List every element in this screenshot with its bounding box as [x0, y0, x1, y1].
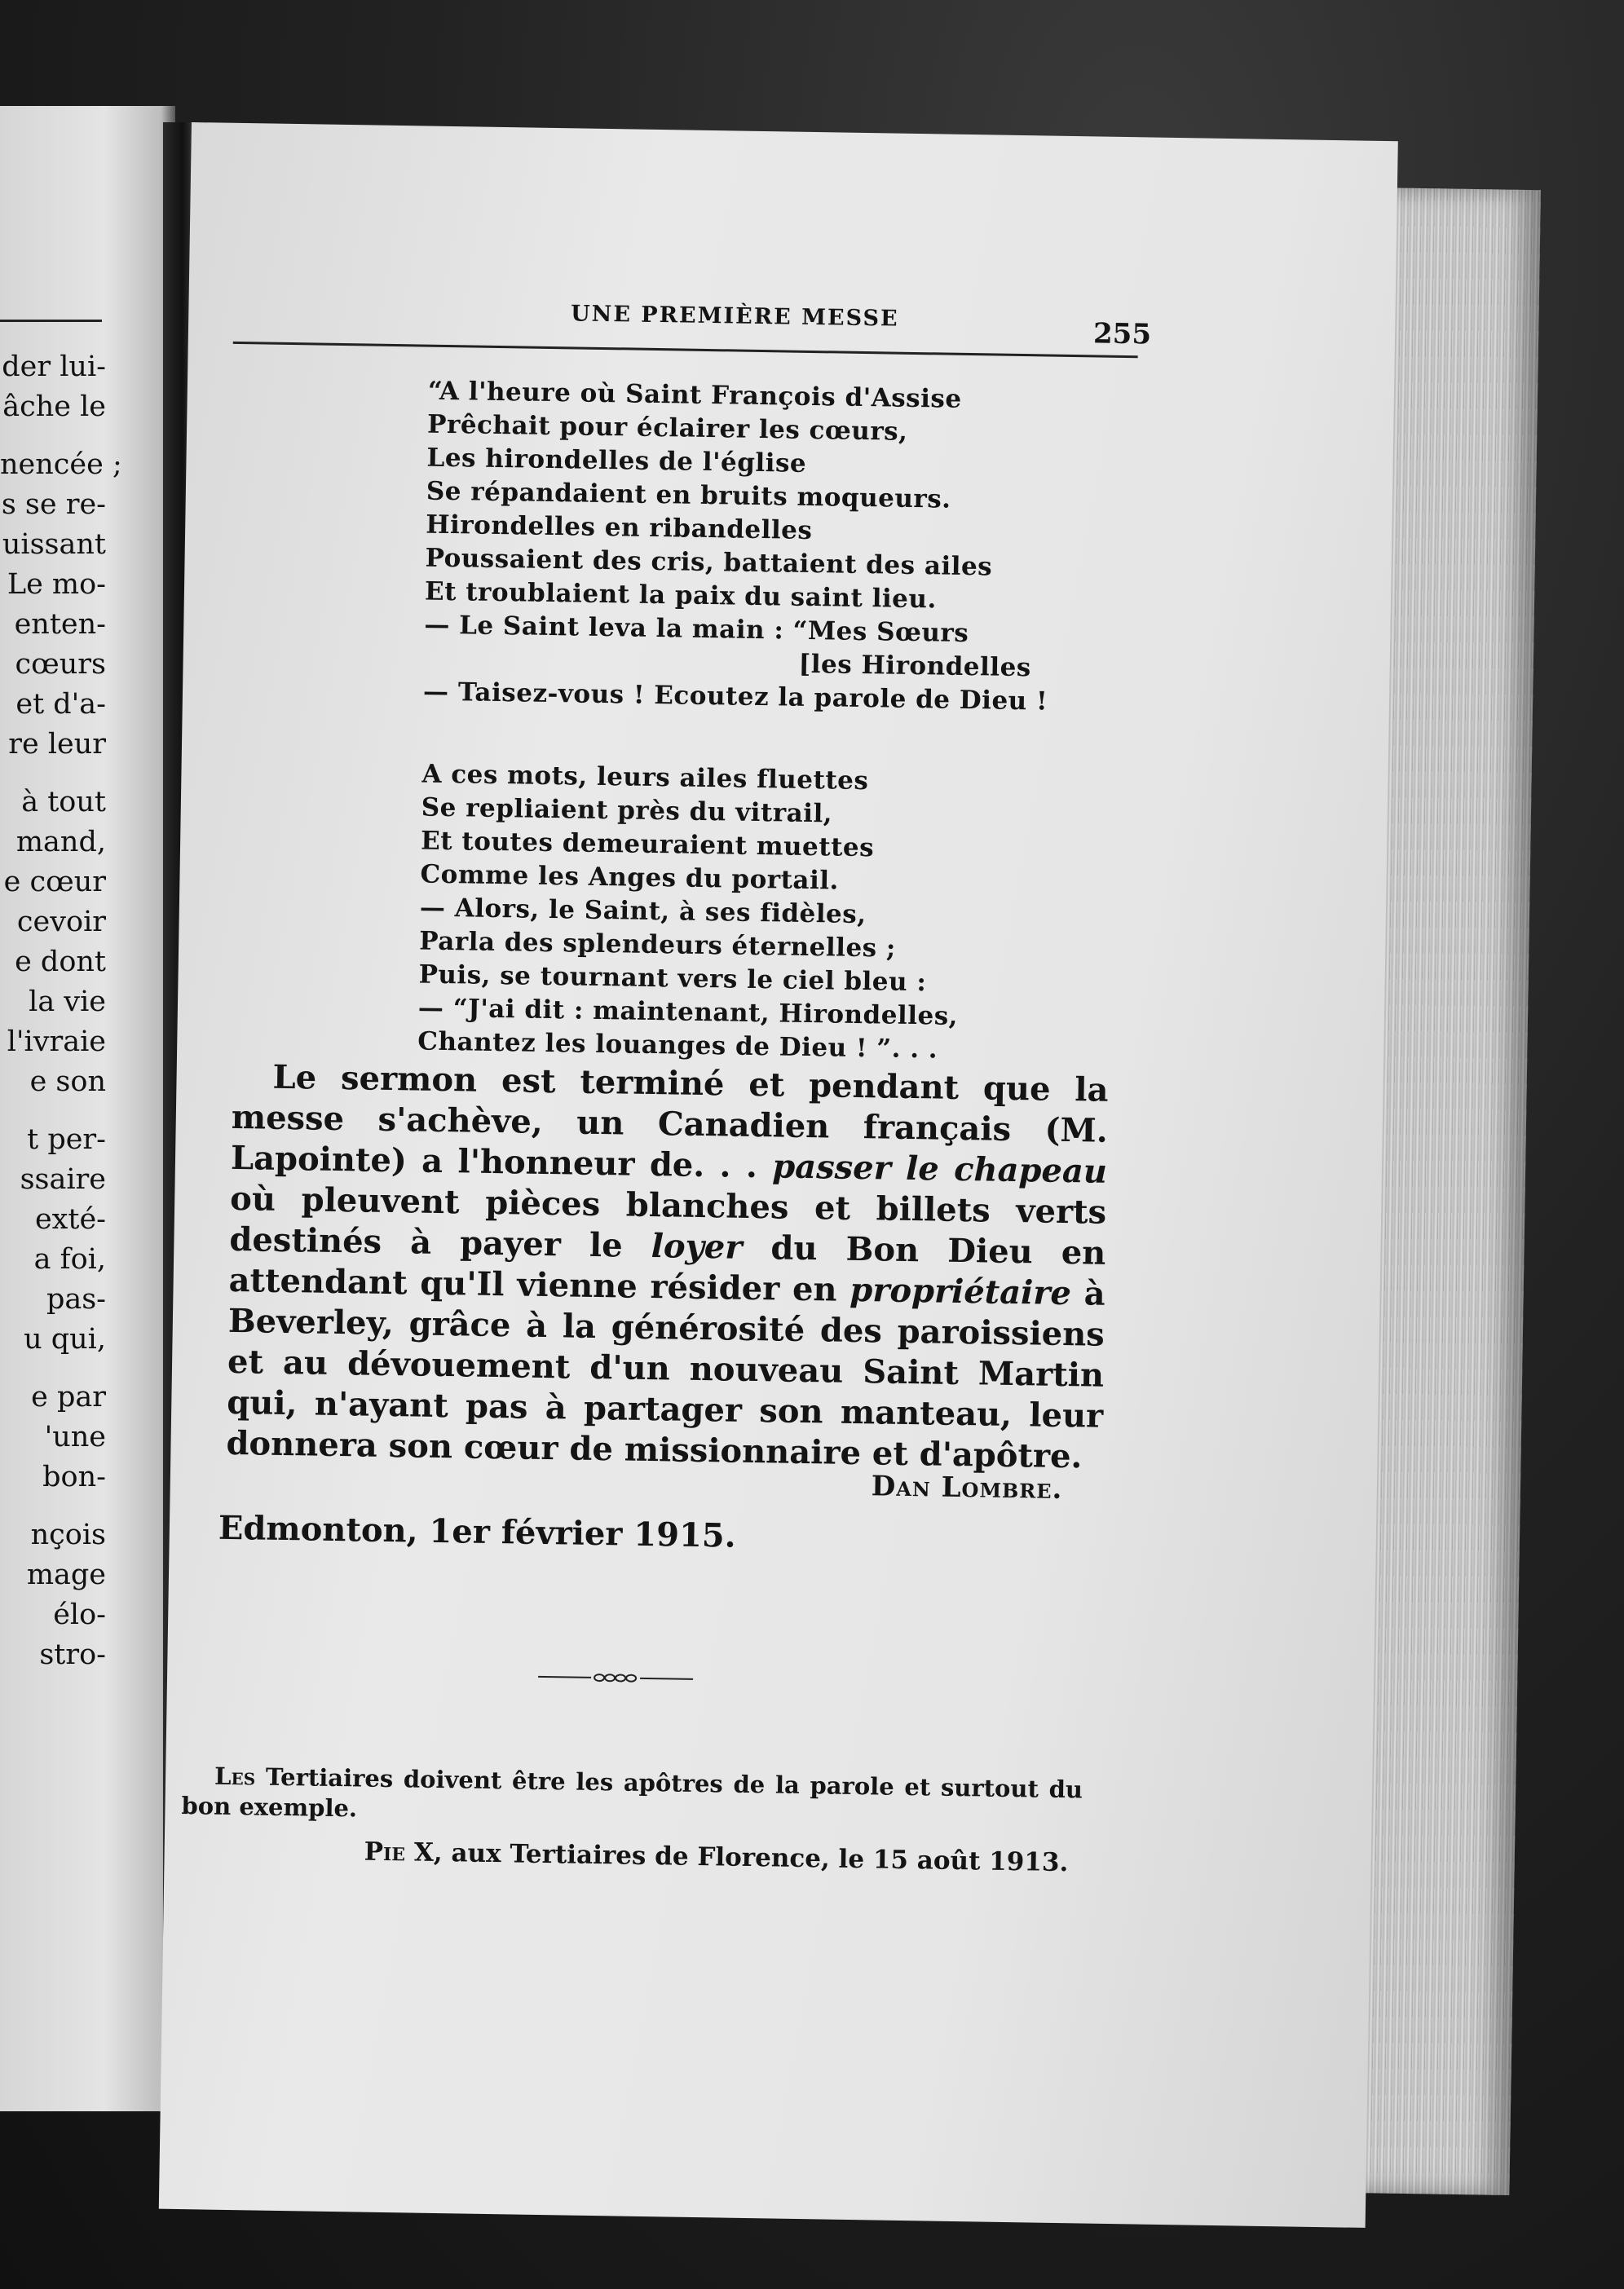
left-page-line: e par	[31, 1381, 106, 1414]
verse-line: Et troublaient la paix du saint lieu.	[424, 576, 938, 615]
left-page-line: pas-	[46, 1283, 106, 1316]
verse-line: Puis, se tournant vers le ciel bleu :	[418, 959, 927, 998]
body-text: du Bon Dieu en attendant qu'Il vienne résider en	[228, 1228, 1106, 1309]
left-page-line: uissant	[2, 528, 106, 561]
verse-line: [les Hirondelles	[798, 649, 1032, 683]
left-page-line: et d'a-	[15, 688, 106, 721]
body-text: où pleuvent pièces blanches et billets verts destinés à payer le	[229, 1179, 1107, 1266]
verse-line: — Le Saint leva la main : “Mes Sœurs	[424, 610, 969, 649]
running-title: UNE PREMIÈRE MESSE	[570, 301, 899, 332]
left-page-line: bon-	[42, 1461, 106, 1493]
verse-line: Poussaient des cris, battaient des ailes	[425, 543, 993, 582]
left-page-line: exté-	[34, 1203, 106, 1236]
verse-line: Comme les Anges du portail.	[420, 859, 840, 896]
left-page-line: cœurs	[15, 648, 106, 681]
left-page	[0, 106, 175, 2111]
verse-line: Chantez les louanges de Dieu ! ”. . .	[417, 1026, 938, 1065]
header-rule	[233, 342, 1138, 358]
verse-line: — Alors, le Saint, à ses fidèles,	[419, 893, 867, 930]
verse-line: A ces mots, leurs ailes fluettes	[421, 759, 869, 796]
epigraph	[181, 1761, 1083, 1835]
left-page-line: Le mo-	[7, 568, 106, 601]
body-italic: propriétaire	[849, 1270, 1072, 1313]
body-text: Le sermon est terminé et pendant que la messe s'achève, un Canadien français (M. Lapointe) a l'honneur de. . .	[230, 1057, 1109, 1186]
left-page-line: à tout	[21, 786, 106, 818]
left-page-line: stro-	[39, 1638, 106, 1671]
left-page-line: e cœur	[3, 866, 106, 898]
left-page-line: der lui-	[2, 351, 106, 383]
body-text: à Beverley, grâce à la générosité des paroissiens et au dévouement d'un nouveau Saint Martin qui, n'ayant pas à partager son manteau, leur donnera son cœur de missionnaire et d'apôtre.	[226, 1274, 1105, 1476]
left-page-line: 'une	[44, 1421, 106, 1453]
epigraph-attribution	[364, 1837, 1068, 1878]
left-page-line: a foi,	[33, 1243, 106, 1276]
left-page-line: s se re-	[1, 488, 106, 521]
attribution-name: Pie	[364, 1837, 406, 1868]
dateline: Edmonton, 1er février 1915.	[218, 1508, 737, 1555]
left-page-line: t per-	[27, 1123, 106, 1156]
left-page-line: e dont	[15, 946, 106, 978]
body-italic: loyer	[651, 1227, 743, 1267]
left-page-line: âche le	[2, 390, 106, 423]
verse-line: Parla des splendeurs éternelles ;	[418, 926, 897, 964]
right-page	[159, 122, 1398, 2228]
left-page-line: e son	[29, 1065, 106, 1098]
verse-line: “A l'heure où Saint François d'Assise	[427, 376, 962, 414]
left-page-line: mage	[26, 1559, 106, 1591]
page-number: 255	[1092, 317, 1152, 351]
left-page-line: re leur	[8, 728, 106, 761]
epigraph-text: Tertiaires doivent être les apôtres de la parole et surtout du bon exemple.	[181, 1762, 1083, 1823]
ornament-divider	[538, 1669, 693, 1687]
left-page-line: enten-	[14, 608, 106, 641]
left-page-line: u qui,	[24, 1323, 106, 1356]
verse-line: Et toutes demeuraient muettes	[420, 826, 875, 863]
left-page-line: nçois	[30, 1519, 106, 1551]
verse-line: Hirondelles en ribandelles	[426, 509, 813, 546]
verse-line: Les hirondelles de l'église	[426, 443, 807, 479]
author-signature: Dan Lombre.	[871, 1470, 1063, 1506]
left-page-line: élo-	[53, 1599, 106, 1631]
left-page-line: ssaire	[20, 1163, 106, 1196]
poem-stanza-2	[417, 758, 962, 1067]
left-page-line: mand,	[15, 826, 106, 858]
attribution-rest: X, aux Tertiaires de Florence, le 15 août 1913.	[404, 1837, 1069, 1878]
verse-line: Se repliaient près du vitrail,	[421, 792, 833, 829]
poem-stanza-1	[423, 375, 1053, 719]
left-page-rule	[0, 320, 102, 322]
verse-line: Se répandaient en bruits moqueurs.	[426, 476, 951, 514]
left-page-line: nencée ;	[0, 448, 122, 481]
body-italic: passer le chapeau	[771, 1147, 1108, 1191]
body-paragraph	[226, 1056, 1109, 1478]
verse-line: — “J'ai dit : maintenant, Hirondelles,	[417, 993, 959, 1031]
verse-line: — Taisez-vous ! Ecoutez la parole de Dieu !	[422, 677, 1048, 717]
left-page-line: cevoir	[16, 906, 106, 938]
verse-line: Prêchait pour éclairer les cœurs,	[426, 409, 908, 447]
epigraph-lead: Les	[214, 1762, 256, 1791]
left-page-line: la vie	[29, 986, 106, 1018]
left-page-line: l'ivraie	[7, 1025, 106, 1058]
